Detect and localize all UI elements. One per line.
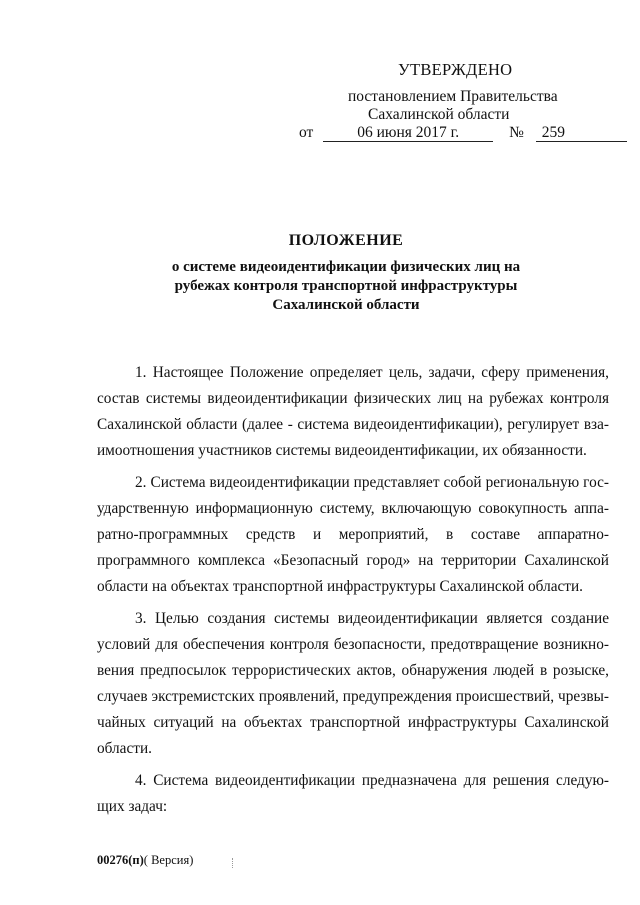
scan-mark (232, 858, 235, 868)
text-line: области на объектах транспортной инфраструктуры Сахалинской области. (97, 578, 583, 595)
paragraph-3 (97, 606, 609, 762)
paragraph-4 (97, 768, 609, 820)
approval-number: 259 (536, 124, 627, 142)
document-code: 00276(п) (97, 853, 144, 867)
text-line: 4. Система видеоидентификации предназначена для решения следую- (135, 772, 609, 789)
from-label: от (299, 124, 314, 141)
number-sign: № (509, 124, 524, 141)
text-line: 2. Система видеоидентификации представляет собой региональную гос- (135, 474, 609, 491)
text-line: имоотношения участников системы видеоидентификации, их обязанности. (97, 442, 587, 459)
text-line: ратно-программных средств и мероприятий, в составе аппаратно- (97, 526, 609, 543)
text-line: щих задач: (97, 798, 168, 815)
text-line: чайных ситуаций на объектах транспортной инфраструктуры Сахалинской (97, 714, 609, 731)
paragraph-2 (97, 470, 609, 600)
text-line: 1. Настоящее Положение определяет цель, задачи, сферу применения, (135, 364, 609, 381)
text-line: случаев экстремистских проявлений, предупреждения происшествий, чрезвы- (97, 688, 609, 705)
text-line: Сахалинской области (далее - система видеоидентификации), регулирует вза- (97, 416, 609, 433)
text-line: области. (97, 740, 152, 757)
document-subtitle (52, 258, 640, 315)
approval-region: Сахалинской области (368, 106, 510, 123)
text-line: программного комплекса «Безопасный город» на территории Сахалинской (97, 552, 609, 569)
text-line: вения предпосылок террористических актов, обнаружения людей в розыске, (97, 662, 609, 679)
text-line: условий для обеспечения контроля безопасности, предотвращение возникно- (97, 636, 609, 653)
text-line: ударственную информационную систему, включающую совокупность аппа- (97, 500, 609, 517)
document-heading: ПОЛОЖЕНИЕ (288, 232, 404, 249)
subtitle-line: Сахалинской области (272, 297, 420, 313)
paragraph-1 (97, 360, 609, 464)
document-footer (97, 853, 193, 868)
subtitle-line: о системе видеоидентификации физических лиц на (171, 259, 521, 275)
document-version: ( Версия) (143, 853, 194, 867)
approval-date: 06 июня 2017 г. (323, 124, 493, 142)
approval-date-number-row (299, 124, 627, 144)
subtitle-line: рубежах контроля транспортной инфраструктуры (174, 278, 518, 294)
approved-label: УТВЕРЖДЕНО (398, 60, 513, 79)
document-body (97, 360, 609, 826)
text-line: состав системы видеоидентификации физических лиц на рубежах контроля (97, 390, 609, 407)
approval-authority: постановлением Правительства (348, 88, 558, 105)
document-title-block (0, 232, 640, 315)
text-line: 3. Целью создания системы видеоидентификации является создание (135, 610, 609, 627)
